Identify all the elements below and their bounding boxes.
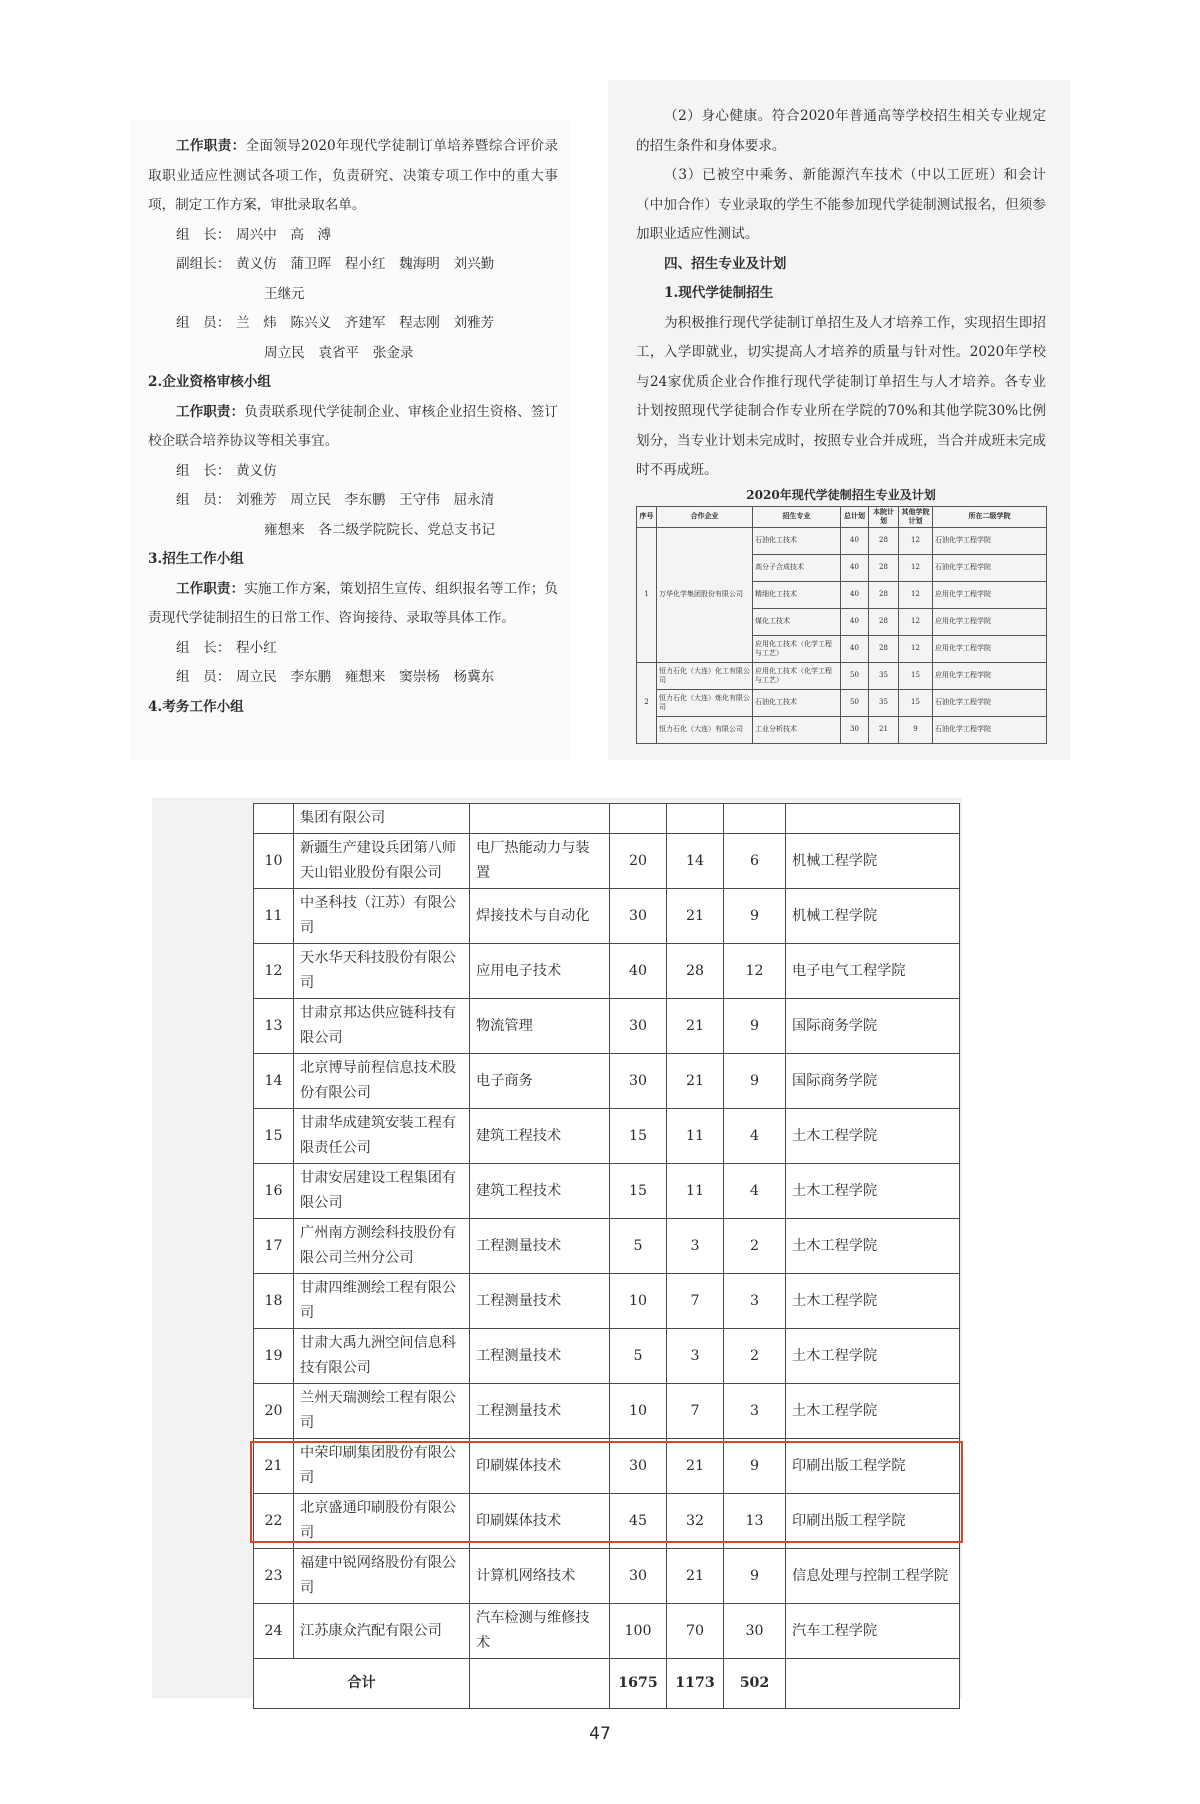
cell-seq: 12 [254,944,294,999]
cell-total: 30 [841,716,869,743]
cell-total: 40 [841,527,869,554]
small-table-header-row [637,507,1047,528]
cell-other: 9 [724,1054,786,1109]
page-number: 47 [589,1724,611,1744]
header-other: 其他学院计划 [899,507,933,528]
table-row-continued [254,804,960,834]
cell-other: 12 [899,581,933,608]
cell-major: 应用电子技术 [470,944,610,999]
total-total: 1675 [610,1659,667,1709]
cell-company: 福建中锐网络股份有限公司 [294,1549,470,1604]
cell-own: 28 [869,581,899,608]
cell-own: 70 [667,1604,724,1659]
cell-other: 9 [899,716,933,743]
cell-other: 15 [899,662,933,689]
cell-company: 广州南方测绘科技股份有限公司兰州分公司 [294,1219,470,1274]
cell-college: 应用化学工程学院 [933,662,1047,689]
duty1-label: 工作职责： [176,138,246,154]
section2-heading: 2.企业资格审核小组 [148,374,271,390]
cell-major: 石油化工技术 [753,527,841,554]
cell-major [470,804,610,834]
section3-heading: 3.招生工作小组 [148,551,244,567]
cell-total: 5 [610,1329,667,1384]
cell-total: 10 [610,1274,667,1329]
cell-other: 9 [724,889,786,944]
header-total: 总计划 [841,507,869,528]
cell-major: 工程测量技术 [470,1274,610,1329]
leader1-role: 组 长： [176,226,231,243]
cell-other: 9 [724,999,786,1054]
table-row [254,1604,960,1659]
total-row [254,1659,960,1709]
header-college: 所在二级学院 [933,507,1047,528]
cell-total: 15 [610,1109,667,1164]
cell-total: 50 [841,689,869,716]
cell-company: 中圣科技（江苏）有限公司 [294,889,470,944]
members3-line [148,663,558,693]
members1-line-cont [148,339,558,369]
cell-other: 12 [899,554,933,581]
cell-seq: 14 [254,1054,294,1109]
cell-own: 7 [667,1274,724,1329]
table-row [254,1219,960,1274]
cell-seq: 13 [254,999,294,1054]
cell-company: 恒力石化（大连）有限公司 [657,716,753,743]
cell-major: 工程测量技术 [470,1329,610,1384]
cell-own [667,804,724,834]
cell-total: 30 [610,999,667,1054]
cell-college: 应用化学工程学院 [933,581,1047,608]
cell-company: 江苏康众汽配有限公司 [294,1604,470,1659]
cell-college: 土木工程学院 [786,1274,960,1329]
cell-own: 28 [667,944,724,999]
leader2-names: 黄义仿 [236,462,277,479]
duty3-text: 实施工作方案，策划招生宣传、组织报名等工作；负责现代学徒制招生的日常工作、咨询接待、录取等具体工作。 [148,580,559,626]
cell-seq: 2 [637,662,657,743]
cell-major: 建筑工程技术 [470,1109,610,1164]
cell-own: 28 [869,527,899,554]
table-row [254,1109,960,1164]
big-plan-table [253,803,960,1709]
cell-college: 机械工程学院 [786,889,960,944]
total-other: 502 [724,1659,786,1709]
table-row [254,1054,960,1109]
cell-college: 电子电气工程学院 [786,944,960,999]
cell-own: 28 [869,608,899,635]
header-company: 合作企业 [657,507,753,528]
cell-total: 40 [841,581,869,608]
cell-company: 甘肃京邦达供应链科技有限公司 [294,999,470,1054]
cell-college: 信息处理与控制工程学院 [786,1549,960,1604]
members1-names-cont: 周立民 袁省平 张金录 [264,344,414,361]
cell-company: 恒力石化（大连）化工有限公司 [657,662,753,689]
cell-own: 21 [667,1054,724,1109]
leader1-line [148,221,558,251]
cell-total: 15 [610,1164,667,1219]
duty2-label: 工作职责： [176,403,245,420]
table-row [254,944,960,999]
cell-college: 土木工程学院 [786,1164,960,1219]
cell-major: 建筑工程技术 [470,1164,610,1219]
cell-major: 石油化工技术 [753,689,841,716]
cell-total: 40 [841,554,869,581]
cell-other: 13 [724,1494,786,1549]
cell-other: 2 [724,1219,786,1274]
cell-seq: 1 [637,527,657,662]
cell-own: 35 [869,662,899,689]
members2-names-cont: 雍想来 各二级学院院长、党总支书记 [264,521,496,538]
cell-other: 12 [724,944,786,999]
cell-other: 15 [899,689,933,716]
cell-college [786,804,960,834]
cell-college: 土木工程学院 [786,1329,960,1384]
cell-college: 国际商务学院 [786,1054,960,1109]
cell-own: 35 [869,689,899,716]
sub-heading: 1.现代学徒制招生 [664,285,774,301]
cell-other: 12 [899,527,933,554]
table-row [637,689,1047,716]
cell-other: 3 [724,1274,786,1329]
cell-major: 工程测量技术 [470,1219,610,1274]
table-row [254,1329,960,1384]
table-row [254,999,960,1054]
cell-seq [254,804,294,834]
cell-company: 甘肃华成建筑安装工程有限责任公司 [294,1109,470,1164]
cell-seq: 10 [254,834,294,889]
cell-college: 石油化学工程学院 [933,716,1047,743]
cell-own: 21 [869,716,899,743]
cell-total: 30 [610,1054,667,1109]
members2-line [148,486,558,516]
duty1-text: 全面领导2020年现代学徒制订单培养暨综合评价录取职业适应性测试各项工作，负责研究、决策专项工作中的重大事项，制定工作方案，审批录取名单。 [148,138,559,213]
item2-paragraph: （2）身心健康。符合2020年普通高等学校招生相关专业规定的招生条件和身体要求。 [636,108,1046,154]
cell-college: 印刷出版工程学院 [786,1439,960,1494]
cell-college: 机械工程学院 [786,834,960,889]
cell-own: 21 [667,1549,724,1604]
cell-other: 9 [724,1549,786,1604]
cell-other: 4 [724,1109,786,1164]
cell-college: 石油化学工程学院 [933,554,1047,581]
leader2-line [148,457,558,487]
cell-major: 电子商务 [470,1054,610,1109]
right-column [636,102,1046,486]
table-row [637,716,1047,743]
cell-other: 3 [724,1384,786,1439]
duty2-paragraph [148,398,558,457]
leader1-names: 周兴中 高 溥 [236,226,332,243]
cell-company: 甘肃大禹九洲空间信息科技有限公司 [294,1329,470,1384]
cell-total: 10 [610,1384,667,1439]
cell-own: 28 [869,635,899,662]
vice1-names: 黄义仿 蒲卫晖 程小红 魏海明 刘兴勤 [236,256,495,272]
cell-other: 2 [724,1329,786,1384]
cell-company: 北京盛通印刷股份有限公司 [294,1494,470,1549]
section-heading: 四、招生专业及计划 [664,255,787,272]
table-row [254,1164,960,1219]
cell-own: 7 [667,1384,724,1439]
cell-seq: 16 [254,1164,294,1219]
cell-total: 30 [610,1549,667,1604]
cell-own: 21 [667,889,724,944]
members2-names: 刘雅芳 周立民 李东鹏 王守伟 屈永清 [236,492,495,508]
header-own: 本院计划 [869,507,899,528]
cell-college: 应用化学工程学院 [933,635,1047,662]
vice1-role: 副组长： [176,256,231,272]
cell-own: 21 [667,999,724,1054]
members1-names: 兰 炜 陈兴义 齐建军 程志刚 刘雅芳 [236,315,495,331]
table-row [254,834,960,889]
cell-other: 30 [724,1604,786,1659]
cell-company: 北京博导前程信息技术股份有限公司 [294,1054,470,1109]
cell-own: 14 [667,834,724,889]
cell-other [724,804,786,834]
cell-company: 恒力石化（大连）炼化有限公司 [657,689,753,716]
leader3-line [148,634,558,664]
cell-other: 9 [724,1439,786,1494]
leader3-names: 程小红 [236,639,277,656]
table-row [637,527,1047,554]
cell-other: 12 [899,635,933,662]
header-major: 招生专业 [753,507,841,528]
cell-total: 100 [610,1604,667,1659]
cell-major: 电厂热能动力与装置 [470,834,610,889]
cell-company: 甘肃安居建设工程集团有限公司 [294,1164,470,1219]
cell-total: 5 [610,1219,667,1274]
cell-own: 32 [667,1494,724,1549]
cell-own: 11 [667,1164,724,1219]
cell-company: 万华化学集团股份有限公司 [657,527,753,662]
cell-own: 3 [667,1329,724,1384]
cell-own: 28 [869,554,899,581]
table-row [254,1274,960,1329]
table-row [254,1549,960,1604]
cell-own: 21 [667,1439,724,1494]
cell-total: 40 [610,944,667,999]
cell-company: 甘肃四维测绘工程有限公司 [294,1274,470,1329]
members1-role: 组 员： [176,315,231,331]
cell-total: 20 [610,834,667,889]
cell-other: 4 [724,1164,786,1219]
cell-other: 6 [724,834,786,889]
members2-line-cont [148,516,558,546]
members3-names: 周立民 李东鹏 雍想来 窦崇杨 杨冀东 [236,669,495,685]
vice1-line [148,250,558,280]
cell-major: 物流管理 [470,999,610,1054]
cell-total: 45 [610,1494,667,1549]
duty3-paragraph [148,575,558,634]
cell-major: 高分子合成技术 [753,554,841,581]
cell-major: 焊接技术与自动化 [470,889,610,944]
cell-college: 土木工程学院 [786,1384,960,1439]
cell-college: 石油化学工程学院 [933,527,1047,554]
cell-total: 30 [610,889,667,944]
cell-college: 印刷出版工程学院 [786,1494,960,1549]
item3-paragraph: （3）已被空中乘务、新能源汽车技术（中以工匠班）和会计（中加合作）专业录取的学生不能参加现代学徒制测试报名，但须参加职业适应性测试。 [636,167,1046,242]
cell-seq: 19 [254,1329,294,1384]
cell-total: 40 [841,635,869,662]
cell-major: 精细化工技术 [753,581,841,608]
cell-seq: 18 [254,1274,294,1329]
cell-company: 新疆生产建设兵团第八师天山铝业股份有限公司 [294,834,470,889]
cell-total [610,804,667,834]
plan-paragraph: 为积极推行现代学徒制订单招生及人才培养工作，实现招生即招工，入学即就业，切实提高人才培养的质量与针对性。2020年学校与24家优质企业合作推行现代学徒制订单招生与人才培养。各专业计划按照现代学徒制合作专业所在学院的70%和其他学院30%比例划分，当专业计划未完成时，按照专业合并成班，当合并成班未完成时不再成班。 [636,314,1046,478]
small-table-title: 2020年现代学徒制招生专业及计划 [746,488,936,502]
cell-college: 汽车工程学院 [786,1604,960,1659]
cell-college: 土木工程学院 [786,1109,960,1164]
small-plan-table [636,506,1047,744]
vice1-line-cont [148,280,558,310]
total-label: 合计 [254,1659,470,1709]
members1-line [148,309,558,339]
cell-major: 应用化工技术（化学工程与工艺） [753,635,841,662]
cell-college: 应用化学工程学院 [933,608,1047,635]
cell-empty [786,1659,960,1709]
cell-major: 印刷媒体技术 [470,1439,610,1494]
cell-seq: 15 [254,1109,294,1164]
cell-total: 30 [610,1439,667,1494]
duty1-paragraph [148,132,558,221]
cell-major: 印刷媒体技术 [470,1494,610,1549]
cell-own: 11 [667,1109,724,1164]
members2-role: 组 员： [176,492,231,508]
cell-empty [470,1659,610,1709]
cell-company: 兰州天瑞测绘工程有限公司 [294,1384,470,1439]
cell-college: 土木工程学院 [786,1219,960,1274]
cell-seq: 24 [254,1604,294,1659]
cell-total: 50 [841,662,869,689]
cell-major: 煤化工技术 [753,608,841,635]
cell-major: 应用化工技术（化学工程与工艺） [753,662,841,689]
cell-college: 石油化学工程学院 [933,689,1047,716]
table-row [637,662,1047,689]
cell-seq: 20 [254,1384,294,1439]
table-row [254,1384,960,1439]
section4-heading: 4.考务工作小组 [148,698,244,715]
cell-major: 工业分析技术 [753,716,841,743]
cell-major: 工程测量技术 [470,1384,610,1439]
vice1-names-cont: 王继元 [264,285,305,302]
members3-role: 组 员： [176,669,231,685]
header-seq: 序号 [637,507,657,528]
cell-company: 集团有限公司 [294,804,470,834]
highlight-box [250,1441,963,1543]
leader3-role: 组 长： [176,639,231,656]
cell-seq: 22 [254,1494,294,1549]
cell-seq: 23 [254,1549,294,1604]
duty2-text: 负责联系现代学徒制企业、审核企业招生资格、签订校企联合培养协议等相关事宜。 [148,403,559,449]
cell-company: 中荣印刷集团股份有限公司 [294,1439,470,1494]
cell-major: 计算机网络技术 [470,1549,610,1604]
cell-other: 12 [899,608,933,635]
cell-seq: 11 [254,889,294,944]
cell-college: 国际商务学院 [786,999,960,1054]
table-row [254,889,960,944]
cell-major: 汽车检测与维修技术 [470,1604,610,1659]
cell-own: 3 [667,1219,724,1274]
duty3-label: 工作职责： [176,580,245,597]
leader2-role: 组 长： [176,462,231,479]
left-column [148,132,558,722]
cell-company: 天水华天科技股份有限公司 [294,944,470,999]
total-own: 1173 [667,1659,724,1709]
cell-seq: 21 [254,1439,294,1494]
cell-total: 40 [841,608,869,635]
cell-seq: 17 [254,1219,294,1274]
